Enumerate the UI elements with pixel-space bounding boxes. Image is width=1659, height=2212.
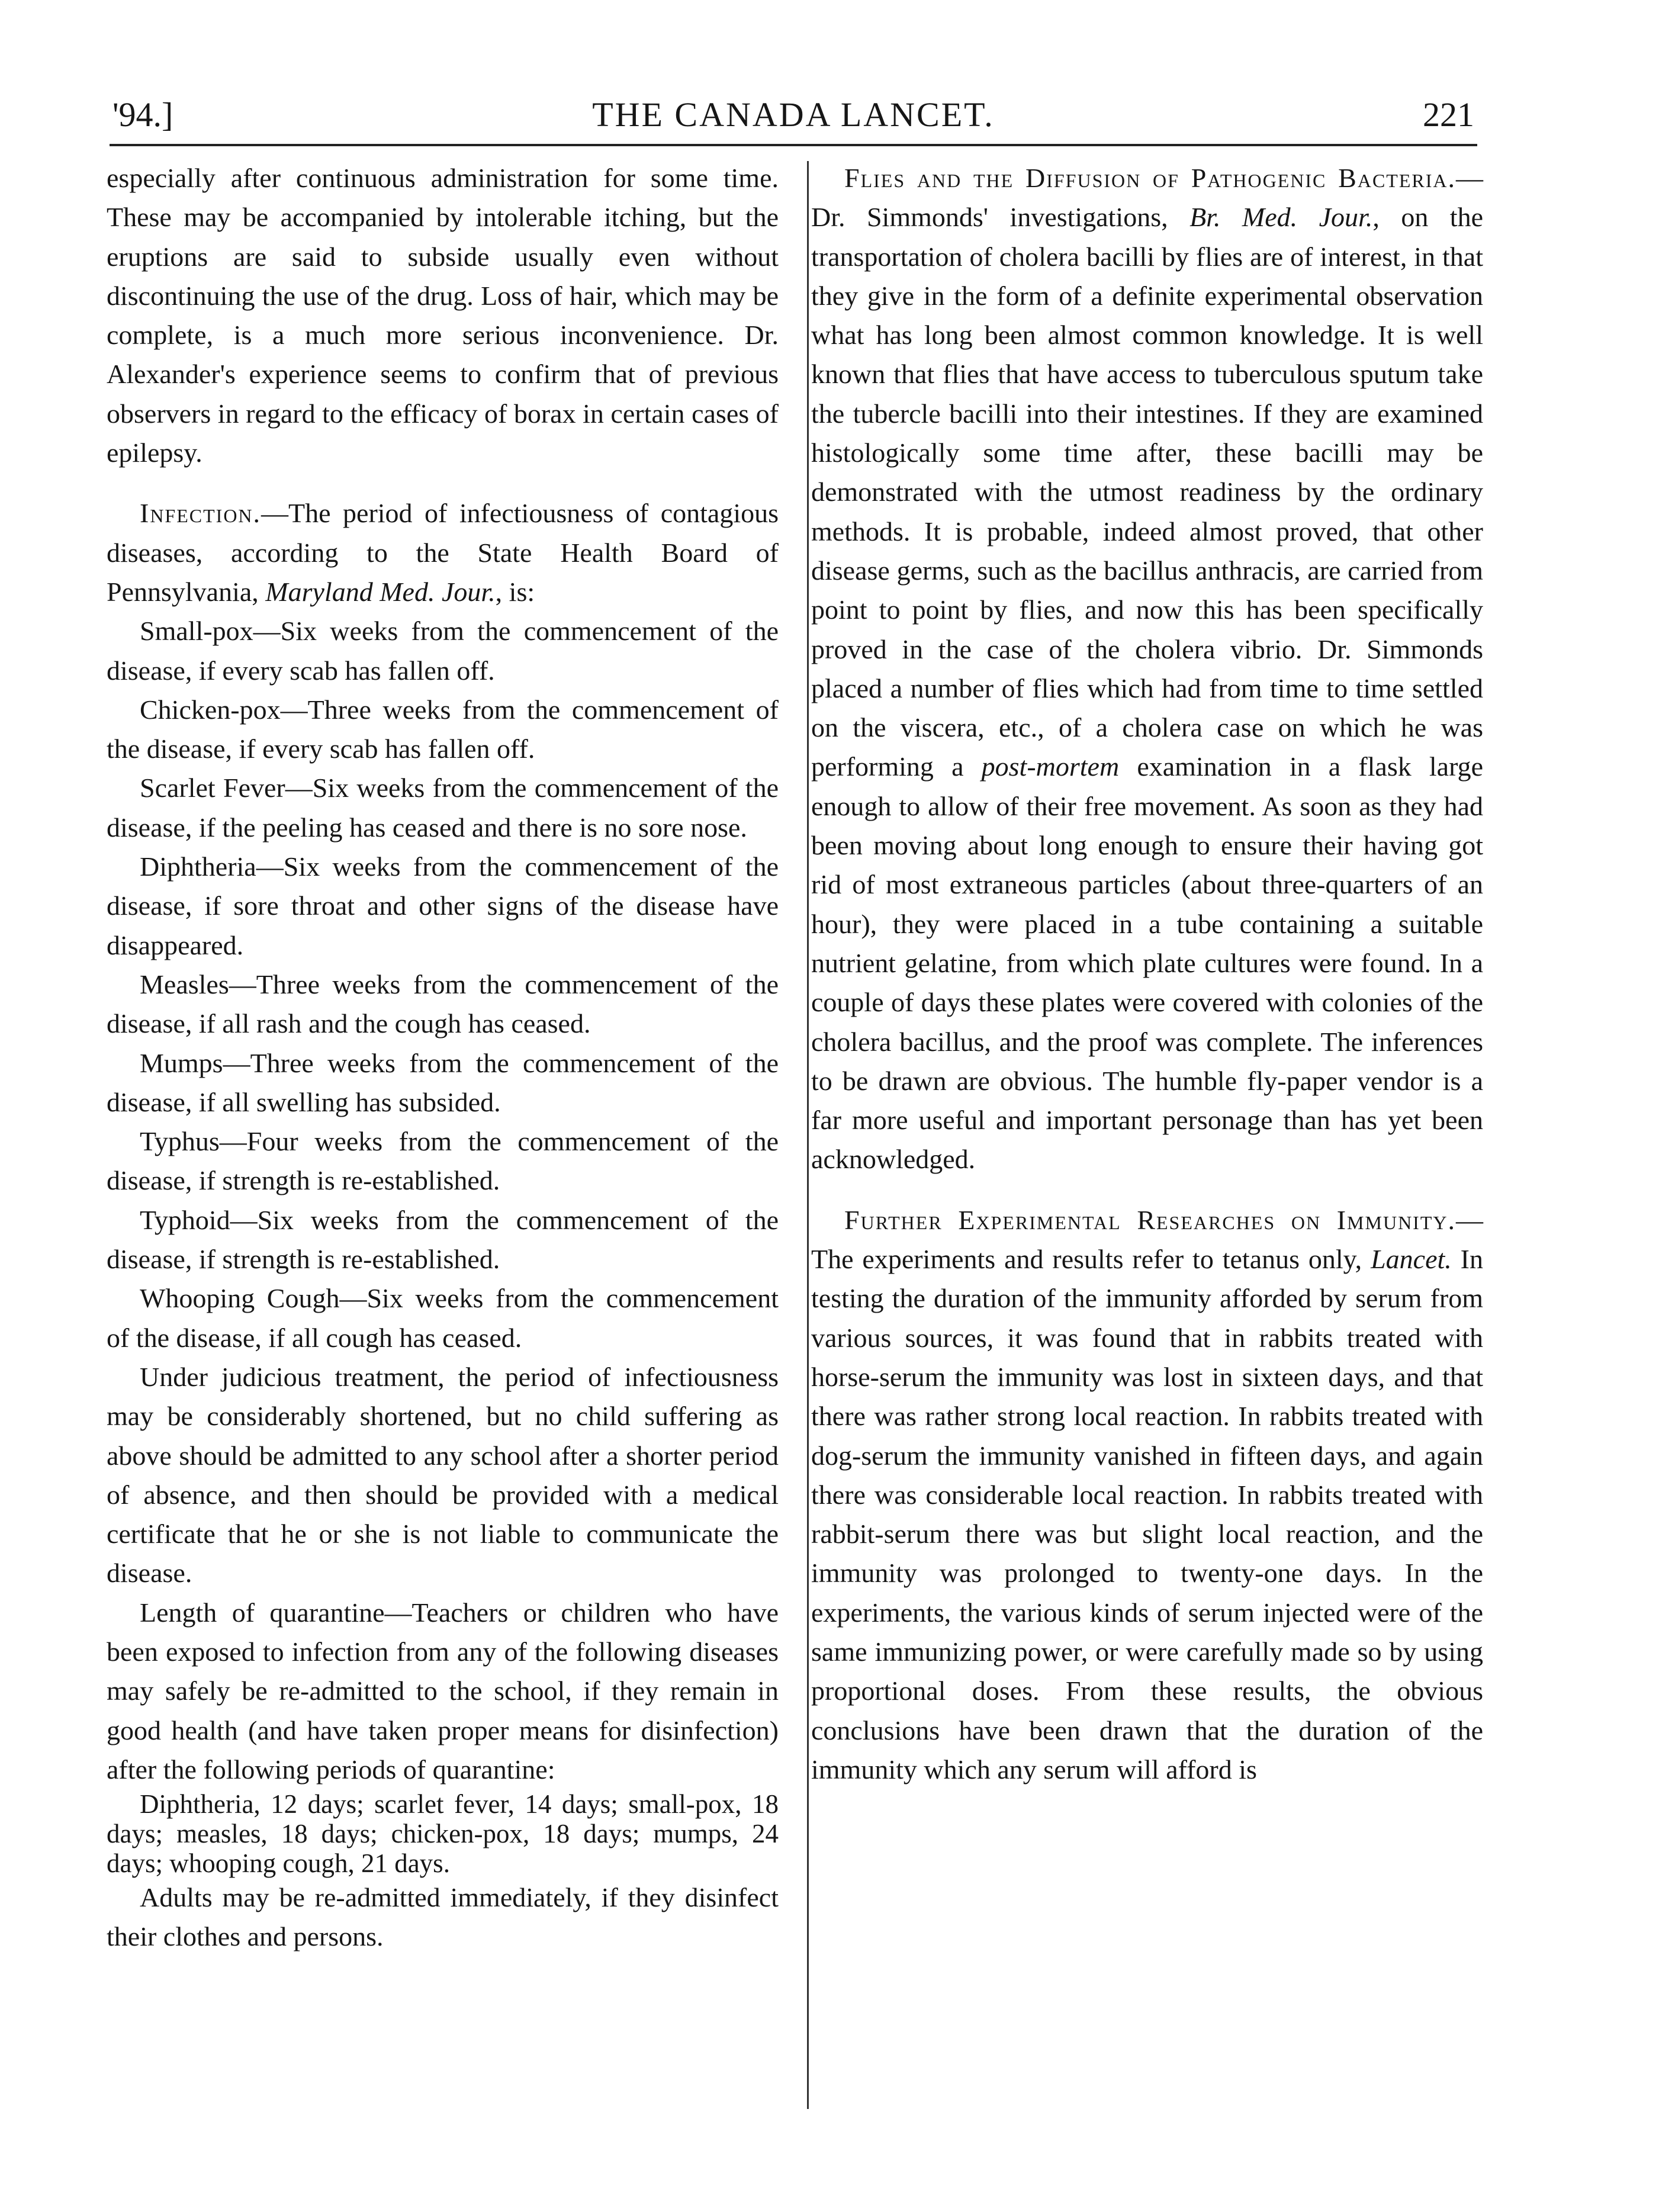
measles-entry: Measles—Three weeks from the commencement of the disease, if all rash and the cough has ceased. [107, 969, 779, 1039]
mumps-entry: Mumps—Three weeks from the commencement of the disease, if all swelling has subsided. [107, 1047, 779, 1117]
post-mortem-term: post-mortem [981, 751, 1120, 782]
epilepsy-paragraph: especially after continuous administration for some time. These may be accompanied by intolerable itching, but the eruptions are said to subside usually even without discontinuing the use of the drug. Loss of hair, which may be complete, is a much more serious inconvenience. Dr. Alexander's experience seems to confirm that of previous observers in regard to the efficacy of borax in certain cases of epilepsy. [107, 163, 779, 468]
infection-intro-end: , is: [495, 576, 535, 607]
immunity-journal-citation: Lancet. [1371, 1244, 1452, 1275]
infection-heading: Infection. [140, 498, 262, 529]
volume-year: '94.] [112, 95, 173, 134]
immunity-paragraph [811, 1201, 1483, 1789]
right-column [811, 159, 1483, 1789]
infection-intro: —The period of infectiousness of contagious diseases, according to the State Health Board of Pennsylvania, [107, 498, 779, 607]
quarantine-periods-list: Diphtheria, 12 days; scarlet fever, 14 days; small-pox, 18 days; measles, 18 days; chicken-pox, 18 days; mumps, 24 days; whooping cough, 21 days. [107, 1789, 779, 1879]
adults-paragraph: Adults may be re-admitted immediately, if they disinfect their clothes and persons. [107, 1882, 779, 1952]
flies-body-b: examination in a flask large enough to allow of their free movement. As soon as they had been moving about long enough to ensure their having got rid of most extraneous particles (about three-quarters of an hour), they were placed in a tube containing a suitable nutrient gelatine, from which plate cultures were found. In a couple of days these plates were covered with colonies of the cholera bacillus, and the proof was complete. The inferences to be drawn are obvious. The humble fly-paper vendor is a far more useful and important personage than has yet been acknowledged. [811, 751, 1483, 1175]
judicious-treatment-paragraph: Under judicious treatment, the period of infectiousness may be considerably shortened, but no child suffering as above should be admitted to any school after a shorter period of absence, and then should be provided with a medical certificate that he or she is not liable to communicate the disease. [107, 1361, 779, 1589]
flies-paragraph [811, 159, 1483, 1179]
diphtheria-entry: Diphtheria—Six weeks from the commencement of the disease, if sore throat and other signs of the disease have disappeared. [107, 851, 779, 960]
infection-paragraph [107, 494, 779, 612]
journal-citation: Maryland Med. Jour. [265, 576, 496, 607]
immunity-heading: Further Experimental Researches on Immunity. [844, 1204, 1456, 1235]
scarlet-fever-entry: Scarlet Fever—Six weeks from the commencement of the disease, if the peeling has ceased and there is no sore nose. [107, 773, 779, 843]
running-header [112, 95, 1474, 142]
whooping-cough-entry: Whooping Cough—Six weeks from the commencement of the disease, if all cough has ceased. [107, 1283, 779, 1353]
header-rule [110, 144, 1477, 146]
chickenpox-entry: Chicken-pox—Three weeks from the commencement of the disease, if every scab has fallen off. [107, 694, 779, 764]
immunity-intro: —The experiments and results refer to tetanus only, [811, 1204, 1483, 1275]
typhoid-entry: Typhoid—Six weeks from the commencement of the disease, if strength is re-established. [107, 1204, 779, 1275]
journal-title: THE CANADA LANCET. [592, 95, 995, 134]
page-number: 221 [1423, 95, 1474, 134]
column-divider [807, 161, 809, 2109]
quarantine-intro-paragraph: Length of quarantine—Teachers or children who have been exposed to infection from any of the following diseases may safely be re-admitted to the school, if they remain in good health (and have taken proper means for disinfection) after the following periods of quarantine: [107, 1597, 779, 1785]
immunity-body: In testing the duration of the immunity afforded by serum from various sources, it was found that in rabbits treated with horse-serum the immunity was lost in sixteen days, and that there was rather strong local reaction. In rabbits treated with dog-serum the immunity vanished in fifteen days, and again there was considerable local reaction. In rabbits treated with rabbit-serum there was but slight local reaction, and the immunity was prolonged to twenty-one days. In the experiments, the various kinds of serum injected were of the same immunizing power, or were carefully made so by using proportional doses. From these results, the obvious conclusions have been drawn that the duration of the immunity which any serum will afford is [811, 1244, 1483, 1785]
flies-body-a: , on the transportation of cholera bacilli by flies are of interest, in that they give in the form of a definite experimental observation what has long been almost common knowledge. It is well known that flies that have access to tuberculous sputum take the tubercle bacilli into their intestines. If they are examined histologically some time after, these bacilli may be demonstrated with the utmost readiness by the ordinary methods. It is probable, indeed almost proved, that other disease germs, such as the bacillus anthracis, are carried from point to point by flies, and now this has been specifically proved in the case of the cholera vibrio. Dr. Simmonds placed a number of flies which had from time to time settled on the viscera, etc., of a cholera case on which he was performing a [811, 202, 1483, 782]
flies-journal-citation: Br. Med. Jour. [1189, 202, 1373, 233]
smallpox-entry: Small-pox—Six weeks from the commencement of the disease, if every scab has fallen off. [107, 616, 779, 686]
left-column [107, 159, 779, 1957]
typhus-entry: Typhus—Four weeks from the commencement of the disease, if strength is re-established. [107, 1126, 779, 1196]
flies-intro: —Dr. Simmonds' investigations, [811, 163, 1483, 233]
flies-heading: Flies and the Diffusion of Pathogenic Bacteria. [844, 163, 1456, 193]
